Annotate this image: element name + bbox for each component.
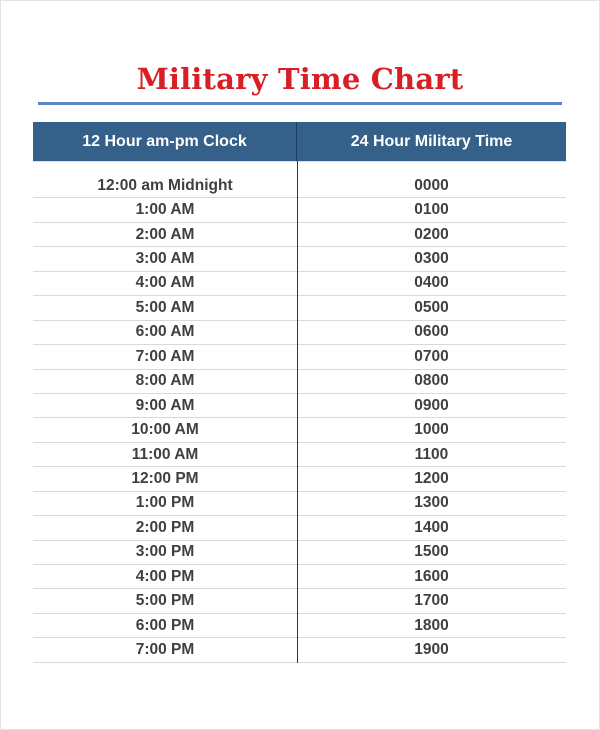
cell-24-hour: 0100 — [414, 201, 449, 219]
cell-12-hour: 12:00 PM — [131, 469, 199, 487]
table-row — [33, 467, 566, 491]
table-row — [33, 198, 566, 222]
header-24-hour: 24 Hour Military Time — [350, 132, 513, 150]
table-row — [33, 247, 566, 271]
cell-12-hour: 7:00 AM — [135, 347, 195, 365]
header-12-hour: 12 Hour am-pm Clock — [33, 122, 297, 161]
table-row — [33, 345, 566, 369]
table-header — [33, 122, 566, 161]
cell-24-hour: 1900 — [414, 641, 449, 659]
table-row — [33, 418, 566, 442]
cell-12-hour: 8:00 AM — [135, 372, 195, 390]
cell-24-hour: 1400 — [414, 518, 449, 536]
cell-12-hour: 4:00 PM — [135, 567, 195, 585]
cell-12-hour: 5:00 AM — [135, 298, 195, 316]
cell-24-hour: 0900 — [414, 396, 449, 414]
table-row — [33, 394, 566, 418]
cell-12-hour: 11:00 AM — [131, 445, 199, 463]
cell-24-hour: 1700 — [414, 592, 449, 610]
cell-12-hour: 2:00 PM — [135, 518, 195, 536]
cell-24-hour: 1300 — [414, 494, 449, 512]
cell-24-hour: 1600 — [414, 567, 449, 585]
table-row — [33, 272, 566, 296]
cell-12-hour: 6:00 AM — [135, 323, 195, 341]
cell-12-hour: 9:00 AM — [135, 396, 195, 414]
cell-24-hour: 0800 — [414, 372, 449, 390]
table-row — [33, 638, 566, 662]
table-row — [33, 321, 566, 345]
cell-24-hour: 0700 — [414, 347, 449, 365]
cell-12-hour: 2:00 AM — [135, 225, 195, 243]
cell-24-hour: 1200 — [414, 469, 449, 487]
title-underline — [38, 102, 562, 105]
cell-12-hour: 4:00 AM — [135, 274, 195, 292]
table-row — [33, 443, 566, 467]
cell-24-hour: 0200 — [414, 225, 449, 243]
table-row — [33, 370, 566, 394]
cell-24-hour: 1000 — [414, 421, 449, 439]
cell-12-hour: 3:00 PM — [135, 543, 195, 561]
table-row — [33, 492, 566, 516]
cell-24-hour: 1800 — [414, 616, 449, 634]
table-row — [33, 541, 566, 565]
table-row — [33, 565, 566, 589]
cell-12-hour: 12:00 am Midnight — [97, 176, 233, 194]
cell-24-hour: 0300 — [414, 250, 449, 268]
cell-24-hour: 0500 — [414, 298, 449, 316]
column-divider — [297, 161, 298, 663]
military-time-table — [33, 122, 566, 663]
cell-12-hour: 6:00 PM — [135, 616, 195, 634]
cell-12-hour: 1:00 PM — [135, 494, 195, 512]
cell-12-hour: 7:00 PM — [135, 641, 195, 659]
cell-24-hour: 0000 — [414, 176, 449, 194]
cell-12-hour: 10:00 AM — [131, 421, 199, 439]
cell-24-hour: 0600 — [414, 323, 449, 341]
page-title: Military Time Chart — [136, 62, 464, 96]
table-row — [33, 589, 566, 613]
table-body — [33, 161, 566, 663]
table-row — [33, 174, 566, 198]
table-row — [33, 296, 566, 320]
table-row — [33, 516, 566, 540]
table-row — [33, 223, 566, 247]
cell-24-hour: 1500 — [414, 543, 449, 561]
cell-12-hour: 3:00 AM — [135, 250, 195, 268]
cell-24-hour: 0400 — [414, 274, 449, 292]
table-row — [33, 614, 566, 638]
cell-12-hour: 1:00 AM — [135, 201, 195, 219]
cell-24-hour: 1100 — [414, 445, 449, 463]
cell-12-hour: 5:00 PM — [135, 592, 195, 610]
